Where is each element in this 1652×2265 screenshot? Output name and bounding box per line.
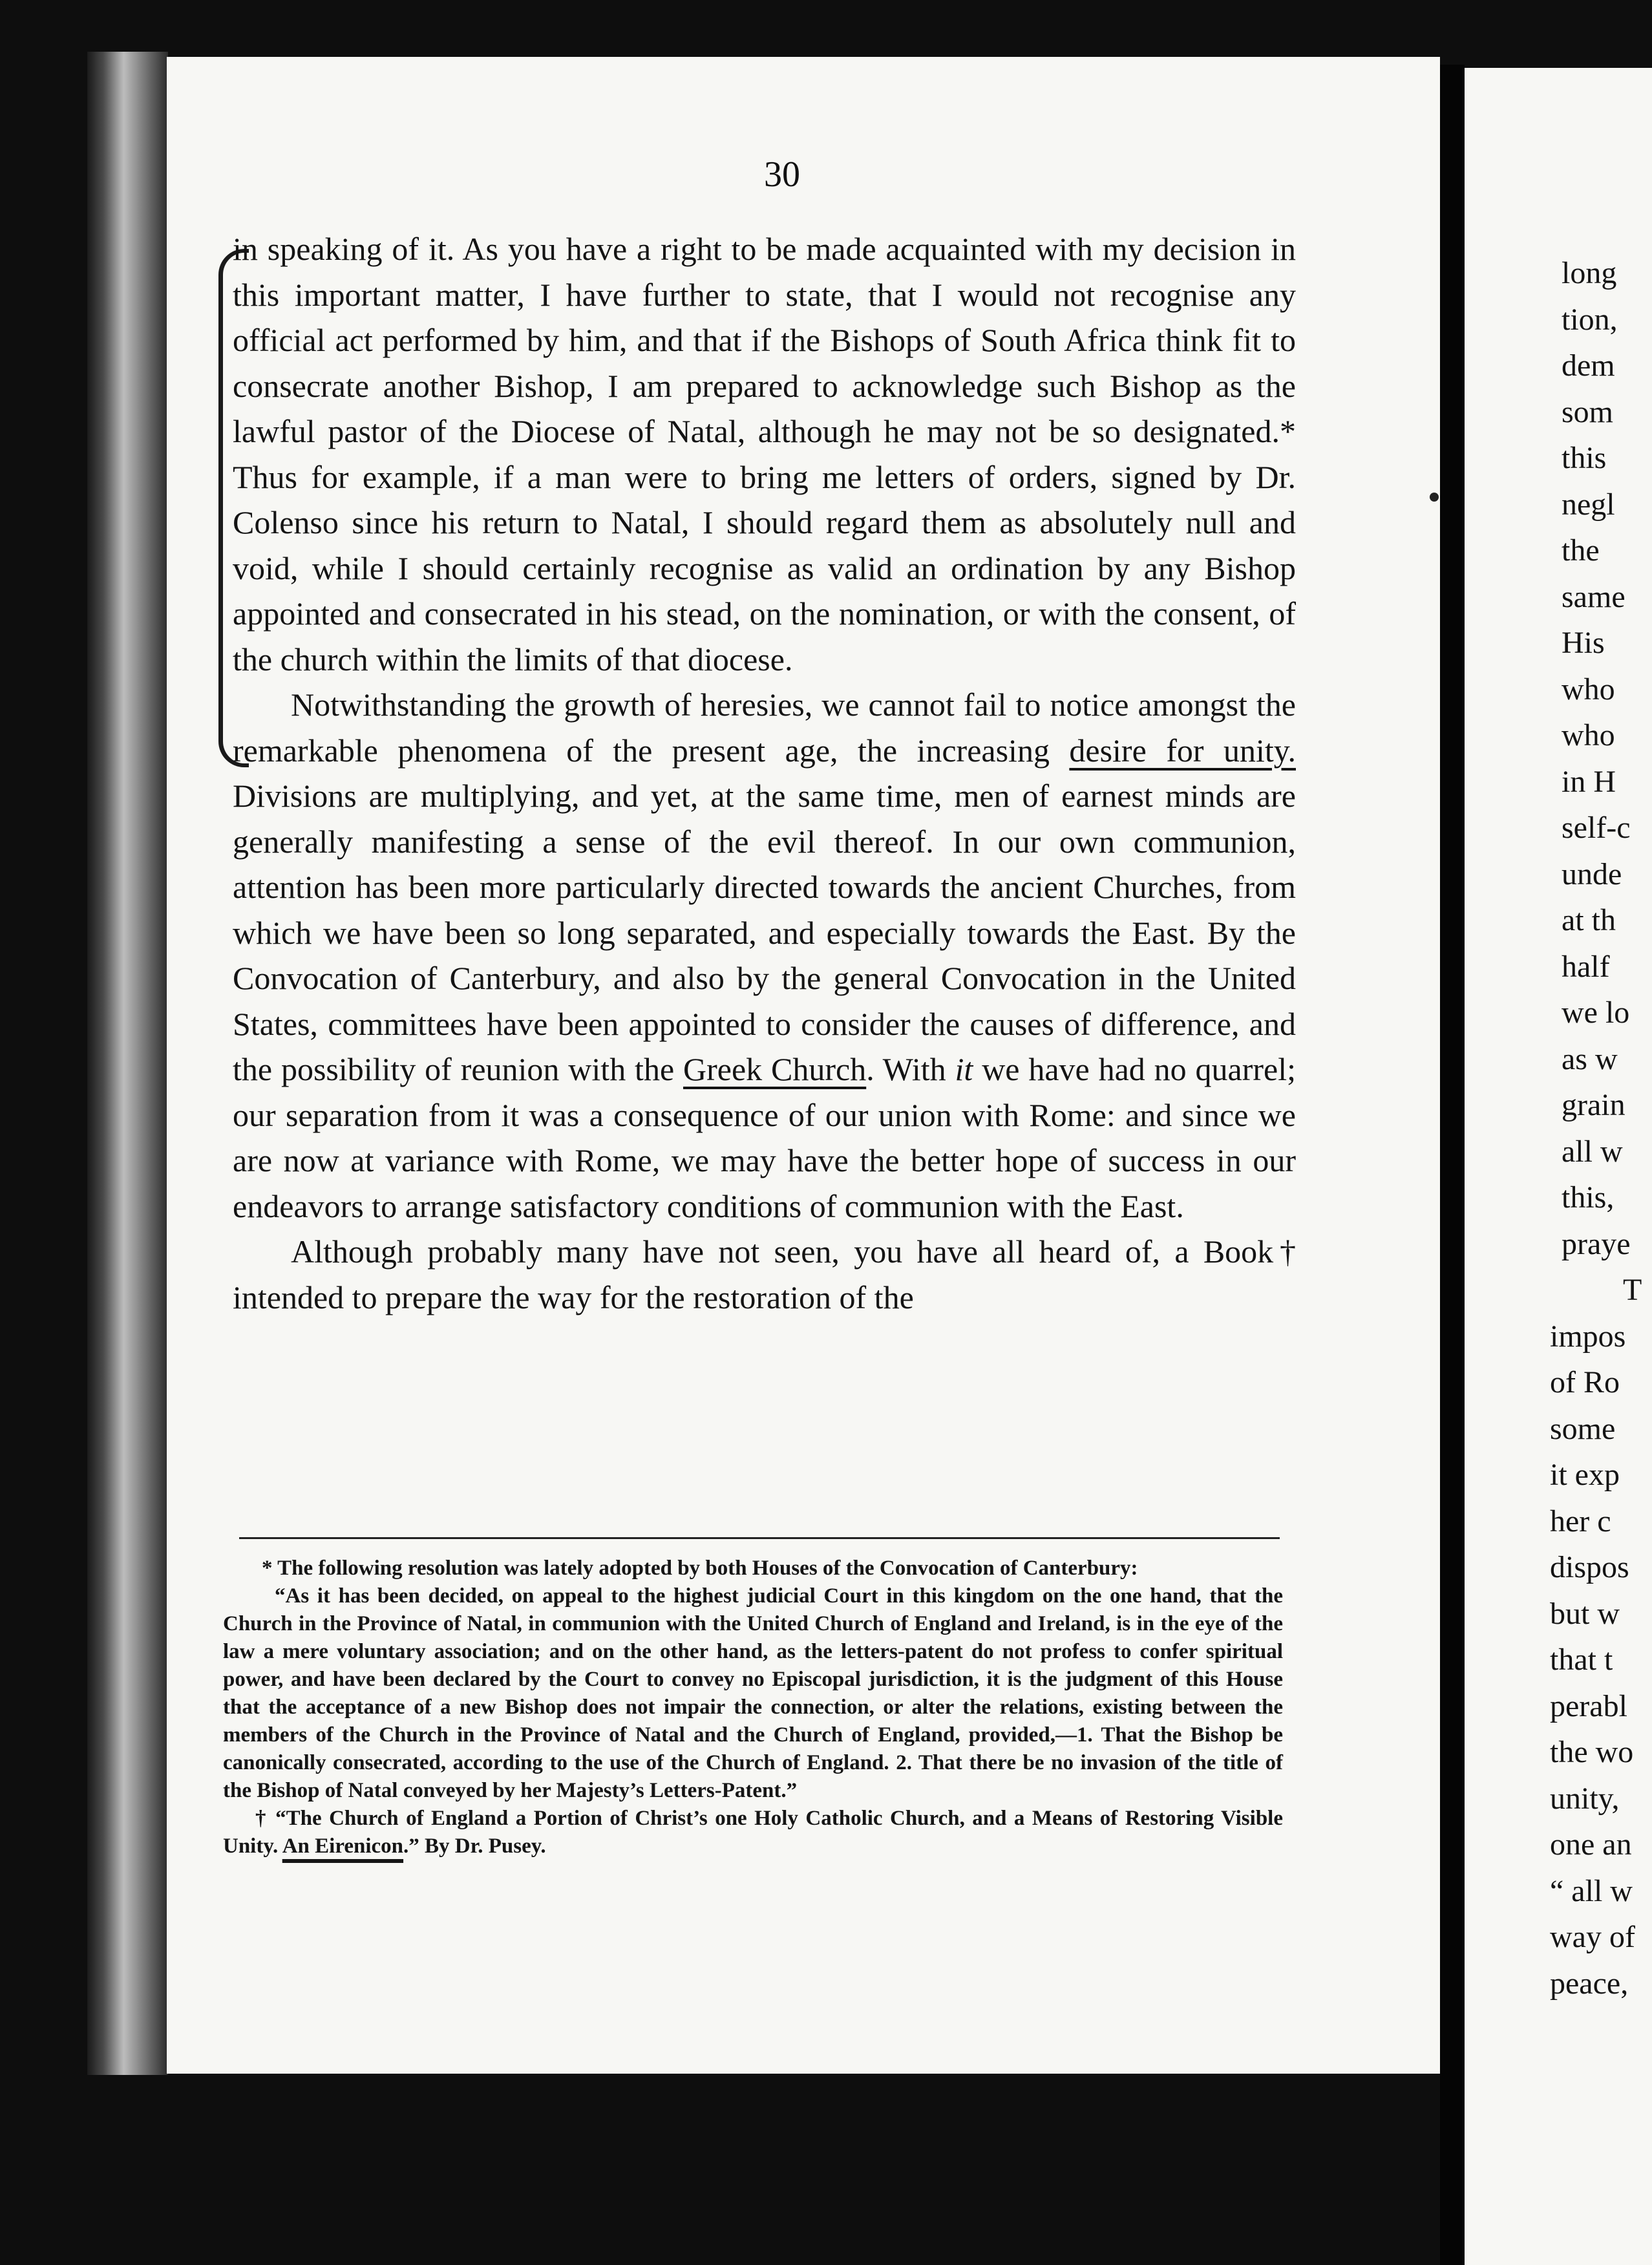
paragraph-3: Although probably many have not seen, you have all heard of, a Book† intended to prepare the way for the restoration of the xyxy=(233,1233,1296,1315)
next-page-fragment: unity, xyxy=(1550,1781,1620,1816)
next-page-fragment: His xyxy=(1562,626,1605,660)
text-span: .” By Dr. Pusey. xyxy=(403,1834,546,1858)
next-page-fragment: way of xyxy=(1550,1920,1635,1954)
book-spine xyxy=(87,52,168,2075)
text-span: Divisions are multiplying, and yet, at the same time, men of earnest minds are generally manifesting a sense of the evil thereof. In our own communion, attention has been more particularly directed towards the ancient Churches, from which we have been so long separated, and especially towards the East. By the Convocation of Canterbury, and also by the general Convocation in the United States, committees have been appointed to consider the causes of difference, and the possibility of reunion with the xyxy=(233,778,1296,1087)
next-page-fragment: same xyxy=(1562,579,1626,614)
next-page-fragment: dispos xyxy=(1550,1550,1629,1584)
next-page-fragment: her c xyxy=(1550,1504,1611,1538)
next-page-fragment: in H xyxy=(1562,764,1616,799)
page-body xyxy=(233,226,1296,1320)
paragraph-1: in speaking of it. As you have a right to be made acquainted with my decision in this important matter, I have further to state, that I would not recognise any official act performed by him, and that if the Bishops of South Africa think fit to consecrate another Bishop, I am prepared to acknowledge such Bishop as the lawful pastor of the Diocese of Natal, although he may not be so designated.* Thus for example, if a man were to bring me letters of orders, signed by Dr. Colenso since his return to Natal, I should regard them as absolutely null and void, while I should certainly recognise as valid an ordination by any Bishop appointed and consecrated in his stead, on the nomination, or with the consent, of the church within the limits of that diocese. xyxy=(233,231,1296,677)
next-page-fragment: tion, xyxy=(1562,302,1618,337)
next-page-fragment: praye xyxy=(1562,1226,1631,1261)
next-page-fragment: som xyxy=(1562,394,1614,429)
next-page-fragment: this, xyxy=(1562,1180,1615,1215)
next-page-fragment: T xyxy=(1623,1273,1642,1307)
next-page-fragment: negl xyxy=(1562,487,1615,522)
next-page-fragment: one an xyxy=(1550,1827,1632,1862)
next-page-fragment: of Ro xyxy=(1550,1365,1620,1399)
underlined-phrase-eirenicon: An Eirenicon xyxy=(282,1834,404,1858)
next-page-fragment: as w xyxy=(1562,1041,1618,1076)
next-page-fragment: the xyxy=(1562,533,1600,568)
page-number: 30 xyxy=(764,154,800,195)
next-page-fragment: who xyxy=(1562,718,1615,752)
next-page-fragment: we lo xyxy=(1562,995,1630,1030)
next-page-edge xyxy=(1465,68,1652,2265)
text-span: . With xyxy=(866,1051,955,1087)
next-page-fragment: self-c xyxy=(1562,811,1631,845)
next-page-fragment: the wo xyxy=(1550,1735,1634,1769)
next-page-fragment: who xyxy=(1562,672,1615,707)
underlined-phrase-desire-for-unity: desire for unity. xyxy=(1069,732,1296,769)
next-page-fragment: that t xyxy=(1550,1643,1613,1677)
next-page-fragment: it exp xyxy=(1550,1458,1620,1492)
text-span: Notwithstanding the growth of heresies, we cannot fail to notice amongst the remarkable phenomena of the present age, the increasing xyxy=(233,686,1296,769)
footnote-2 xyxy=(223,1805,1283,1860)
footnotes xyxy=(223,1555,1283,1860)
paragraph-2 xyxy=(233,682,1296,1229)
next-page-fragment: but w xyxy=(1550,1596,1620,1631)
text-span: † “The Church of England a Portion of Christ’s one Holy Catholic Church, and a Means of Restoring Visible Unity. xyxy=(223,1807,1283,1858)
next-page-fragment: impos xyxy=(1550,1319,1626,1354)
italic-word: it xyxy=(955,1051,973,1087)
next-page-fragment: dem xyxy=(1562,348,1615,383)
footnote-1-quote: “As it has been decided, on appeal to the highest judicial Court in this kingdom on the one hand, that the Church in the Province of Natal, in communion with the United Church of England and Ireland, is in the eye of the law a mere voluntary association; and on the other hand, as the letters-patent do not profess to confer spiritual power, and have been declared by the Court to convey no Episcopal jurisdiction, it is the judgment of this House that the acceptance of a new Bishop does not impair the connection, or alter the relations, existing between the members of the Church in the Province of Natal and the Church of England, provided,—1. That the Bishop be canonically consecrated, according to the use of the Church of England. 2. That there be no invasion of the title of the Bishop of Natal conveyed by her Majesty’s Letters-Patent.” xyxy=(223,1584,1283,1802)
next-page-fragment: half xyxy=(1562,949,1610,984)
next-page-fragment: long xyxy=(1562,256,1617,290)
next-page-fragment: grain xyxy=(1562,1088,1626,1122)
next-page-fragment: “ all w xyxy=(1550,1873,1633,1908)
ink-dot xyxy=(1430,493,1439,502)
next-page-fragment: unde xyxy=(1562,856,1622,891)
next-page-fragment: some xyxy=(1550,1411,1616,1446)
page-gutter xyxy=(1440,65,1465,2265)
footnote-rule xyxy=(239,1537,1280,1539)
footnote-1: * The following resolution was lately adopted by both Houses of the Convocation of Canterbury: xyxy=(262,1557,1138,1580)
next-page-fragment: perabl xyxy=(1550,1688,1627,1723)
next-page-fragment: peace, xyxy=(1550,1966,1629,2001)
next-page-fragment: at th xyxy=(1562,903,1616,937)
next-page-fragment: this xyxy=(1562,441,1607,475)
next-page-fragment: all w xyxy=(1562,1134,1623,1169)
underlined-phrase-greek-church: Greek Church xyxy=(683,1051,867,1087)
text-span: we have had no quarrel; our separation from it was a consequence of our union with Rome: and since we are now at variance with Rome, we may have the better hope of success in our endeavors to arrange satisfactory conditions of communion with the East. xyxy=(233,1051,1296,1224)
